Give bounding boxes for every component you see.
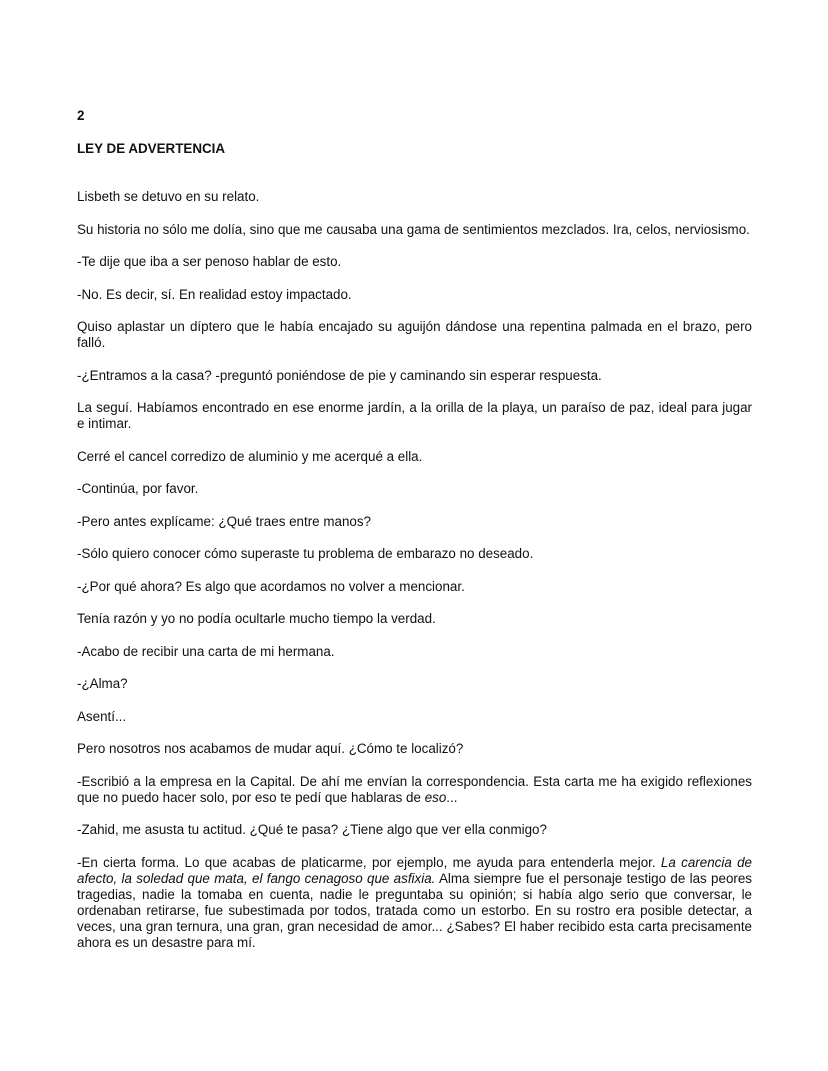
paragraph-correspondence — [77, 774, 752, 806]
document-page — [77, 108, 752, 951]
paragraph: Lisbeth se detuvo en su relato. — [77, 189, 260, 204]
paragraph-text: -En cierta forma. Lo que acabas de platicarme, por ejemplo, me ayuda para entenderla mejor. — [77, 854, 661, 870]
paragraph: -¿Entramos a la casa? -preguntó poniéndose de pie y caminando sin esperar respuesta. — [77, 367, 602, 383]
paragraph-italic-text: eso — [424, 789, 447, 805]
paragraph: -Te dije que iba a ser penoso hablar de esto. — [77, 254, 342, 269]
paragraph-text: -Escribió a la empresa en la Capital. De ahí me envían la correspondencia. Esta carta me ha exigido reflexiones que no puedo hacer solo, por eso te pedí que hablaras de — [77, 773, 752, 805]
paragraph-text: ... — [446, 789, 458, 805]
paragraph: Asentí... — [77, 708, 127, 724]
chapter-number: 2 — [77, 108, 85, 123]
paragraph: Tenía razón y yo no podía ocultarle mucho tiempo la verdad. — [77, 611, 436, 626]
paragraph: -Zahid, me asusta tu actitud. ¿Qué te pasa? ¿Tiene algo que ver ella conmigo? — [77, 822, 547, 837]
paragraph: -Sólo quiero conocer cómo superaste tu problema de embarazo no deseado. — [77, 546, 534, 561]
paragraph-final — [77, 855, 752, 951]
chapter-title: LEY DE ADVERTENCIA — [77, 141, 226, 156]
paragraph: -¿Alma? — [77, 676, 128, 691]
paragraph: -Continúa, por favor. — [77, 481, 199, 496]
paragraph-italic-text: La carencia de afecto, la soledad que mata, el fango cenagoso que asfixia. — [77, 854, 752, 886]
paragraph: -Acabo de recibir una carta de mi hermana. — [77, 643, 335, 659]
paragraph: -Pero antes explícame: ¿Qué traes entre manos? — [77, 513, 371, 529]
paragraph: Pero nosotros nos acabamos de mudar aquí. ¿Cómo te localizó? — [77, 741, 464, 756]
paragraph-text: Alma siempre fue el personaje testigo de las peores tragedias, nadie la tomaba en cuenta, nadie le preguntaba su opinión; si había algo serio que conversar, le ordenaban retirarse, fue subestimada por todos, tratada como un estorbo. En su rostro era posible detectar, a veces, una gran ternura, una gran, gran necesidad de amor... ¿Sabes? El haber recibido esta carta precisamente ahora es un desastre para mí. — [77, 870, 752, 950]
paragraph: -No. Es decir, sí. En realidad estoy impactado. — [77, 286, 352, 302]
paragraph: Su historia no sólo me dolía, sino que me causaba una gama de sentimientos mezclados. Ira, celos, nerviosismo. — [77, 221, 750, 237]
paragraph: -¿Por qué ahora? Es algo que acordamos no volver a mencionar. — [77, 578, 465, 594]
paragraph: Quiso aplastar un díptero que le había encajado su aguijón dándose una repentina palmada en el brazo, pero falló. — [77, 319, 752, 350]
paragraph: La seguí. Habíamos encontrado en ese enorme jardín, a la orilla de la playa, un paraíso de paz, ideal para jugar e intimar. — [77, 400, 752, 431]
paragraph: Cerré el cancel corredizo de aluminio y me acerqué a ella. — [77, 448, 423, 464]
